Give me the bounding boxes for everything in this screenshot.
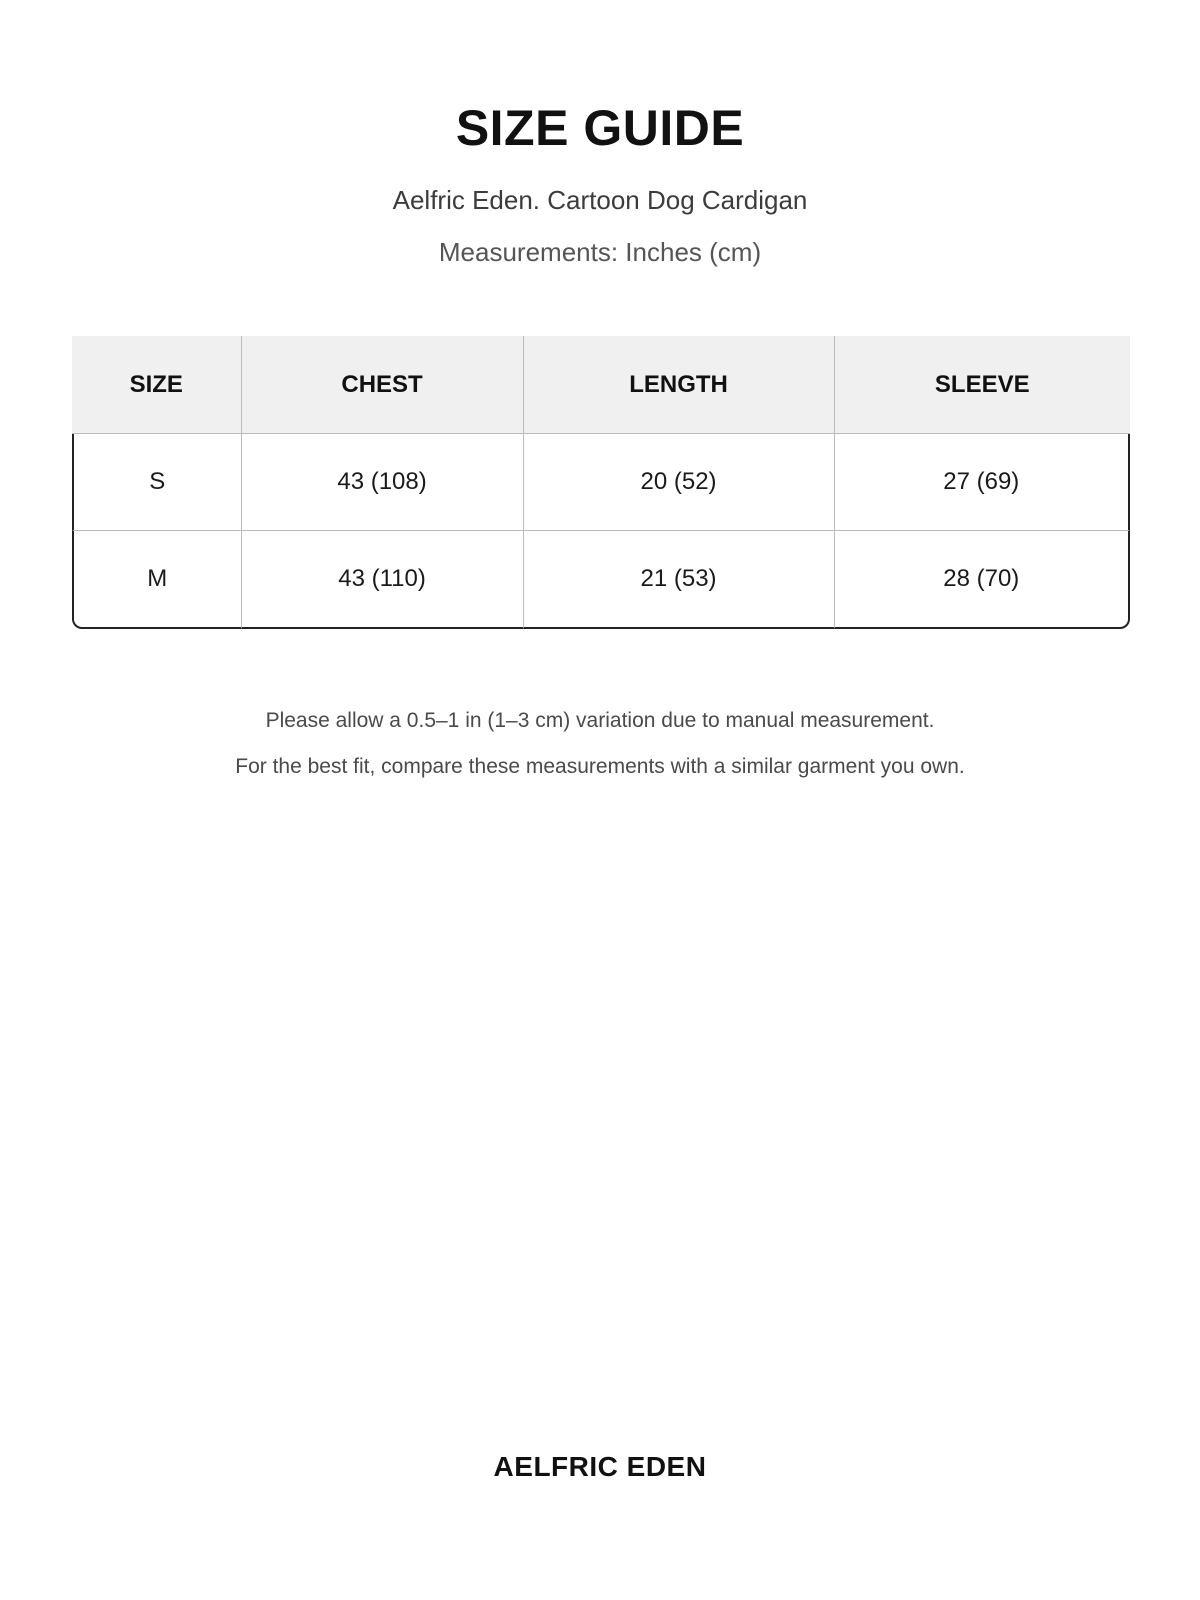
table-row: [72, 434, 1130, 531]
cell-size: M: [72, 531, 242, 629]
size-table: [72, 336, 1130, 629]
cell-sleeve: 27 (69): [835, 434, 1130, 531]
cell-length: 21 (53): [524, 531, 835, 629]
product-name: Aelfric Eden. Cartoon Dog Cardigan: [392, 185, 808, 215]
page-title: SIZE GUIDE: [455, 100, 745, 156]
column-header-size: SIZE: [72, 336, 242, 434]
cell-chest: 43 (108): [242, 434, 524, 531]
cell-length: 20 (52): [524, 434, 835, 531]
column-header-sleeve: SLEEVE: [835, 336, 1130, 434]
cell-chest: 43 (110): [242, 531, 524, 629]
cell-size: S: [72, 434, 242, 531]
table-row: [72, 531, 1130, 629]
table-header-row: [72, 336, 1130, 434]
units-label: Measurements: Inches (cm): [438, 237, 762, 267]
measurement-variation-note: Please allow a 0.5–1 in (1–3 cm) variation due to manual measurement.: [265, 709, 935, 732]
column-header-chest: CHEST: [242, 336, 524, 434]
column-header-length: LENGTH: [524, 336, 835, 434]
cell-sleeve: 28 (70): [835, 531, 1130, 629]
fit-advice-note: For the best fit, compare these measurements with a similar garment you own.: [235, 755, 965, 778]
brand-footer: AELFRIC EDEN: [493, 1451, 707, 1482]
